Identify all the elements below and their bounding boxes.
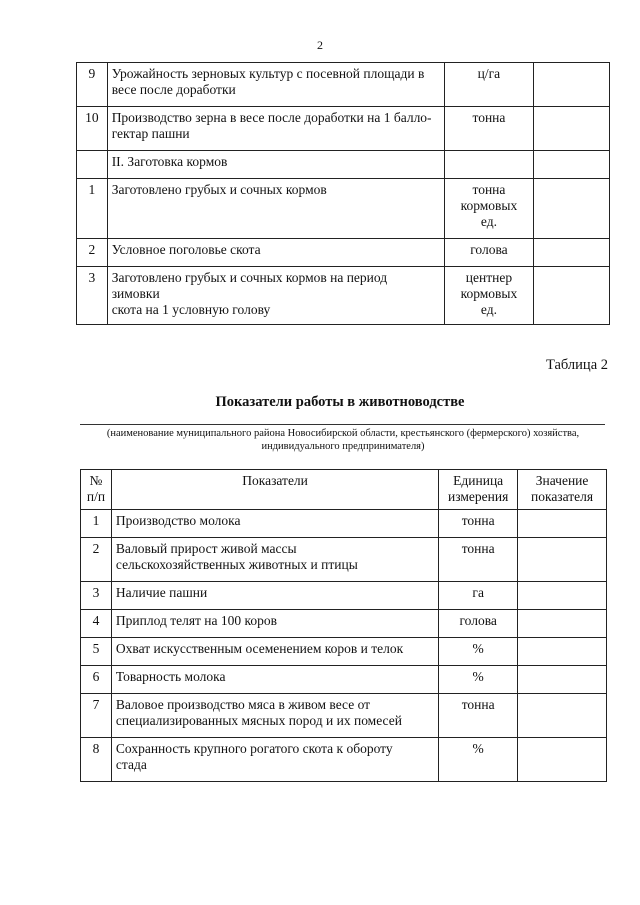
row-number: 8 bbox=[81, 738, 112, 782]
indicator-cell: Товарность молока bbox=[111, 666, 438, 694]
unit-cell: тонна bbox=[439, 694, 518, 738]
table-row bbox=[81, 666, 607, 694]
unit-cell: тонна bbox=[439, 510, 518, 538]
value-cell bbox=[533, 151, 609, 179]
value-cell bbox=[518, 510, 607, 538]
crop-indicators-table bbox=[76, 62, 610, 325]
value-cell bbox=[518, 610, 607, 638]
unit-cell: тонна bbox=[439, 538, 518, 582]
unit-cell: тонна bbox=[445, 107, 533, 151]
table-caption: Таблица 2 bbox=[545, 357, 608, 373]
indicator-cell: Производство зерна в весе после доработки на 1 балло-гектар пашни bbox=[107, 107, 445, 151]
unit-cell bbox=[445, 151, 533, 179]
table-row bbox=[81, 610, 607, 638]
table-row bbox=[81, 582, 607, 610]
value-cell bbox=[518, 694, 607, 738]
header-indicators: Показатели bbox=[111, 470, 438, 510]
value-cell bbox=[533, 107, 609, 151]
header-number: № п/п bbox=[81, 470, 112, 510]
header-value: Значение показателя bbox=[518, 470, 607, 510]
table-title: Показатели работы в животноводстве bbox=[215, 394, 465, 410]
table-row bbox=[81, 694, 607, 738]
table-row bbox=[77, 239, 610, 267]
section-title: II. Заготовка кормов bbox=[107, 151, 445, 179]
row-number: 10 bbox=[77, 107, 108, 151]
section-header-row bbox=[77, 151, 610, 179]
livestock-indicators-table bbox=[80, 469, 607, 782]
fill-in-line bbox=[80, 424, 605, 425]
indicator-cell: Валовое производство мяса в живом весе от специализированных мясных пород и их помесей bbox=[111, 694, 438, 738]
unit-cell: голова bbox=[445, 239, 533, 267]
table-row bbox=[77, 179, 610, 239]
unit-cell: % bbox=[439, 638, 518, 666]
row-number: 2 bbox=[77, 239, 108, 267]
table-row bbox=[81, 738, 607, 782]
indicator-cell: Заготовлено грубых и сочных кормов на период зимовки скота на 1 условную голову bbox=[107, 267, 445, 325]
row-number: 7 bbox=[81, 694, 112, 738]
table-row bbox=[81, 538, 607, 582]
row-number: 1 bbox=[77, 179, 108, 239]
unit-cell: центнер кормовых ед. bbox=[445, 267, 533, 325]
indicator-cell: Валовый прирост живой массы сельскохозяйственных животных и птицы bbox=[111, 538, 438, 582]
value-cell bbox=[518, 738, 607, 782]
table-row bbox=[77, 107, 610, 151]
unit-cell: тонна кормовых ед. bbox=[445, 179, 533, 239]
table-row bbox=[77, 63, 610, 107]
indicator-cell: Охват искусственным осеменением коров и телок bbox=[111, 638, 438, 666]
table-row bbox=[81, 510, 607, 538]
value-cell bbox=[518, 638, 607, 666]
indicator-cell: Урожайность зерновых культур с посевной площади в весе после доработки bbox=[107, 63, 445, 107]
row-number: 4 bbox=[81, 610, 112, 638]
table-row bbox=[81, 638, 607, 666]
row-number: 5 bbox=[81, 638, 112, 666]
value-cell bbox=[533, 63, 609, 107]
row-number bbox=[77, 151, 108, 179]
value-cell bbox=[533, 179, 609, 239]
indicator-cell: Приплод телят на 100 коров bbox=[111, 610, 438, 638]
unit-cell: ц/га bbox=[445, 63, 533, 107]
row-number: 2 bbox=[81, 538, 112, 582]
value-cell bbox=[518, 582, 607, 610]
unit-cell: га bbox=[439, 582, 518, 610]
page-number: 2 bbox=[317, 38, 323, 52]
row-number: 3 bbox=[81, 582, 112, 610]
row-number: 1 bbox=[81, 510, 112, 538]
header-unit: Единица измерения bbox=[439, 470, 518, 510]
row-number: 6 bbox=[81, 666, 112, 694]
value-cell bbox=[518, 666, 607, 694]
indicator-cell: Условное поголовье скота bbox=[107, 239, 445, 267]
row-number: 9 bbox=[77, 63, 108, 107]
value-cell bbox=[533, 267, 609, 325]
indicator-cell: Сохранность крупного рогатого скота к обороту стада bbox=[111, 738, 438, 782]
table-subtitle: (наименование муниципального района Новосибирской области, крестьянского (фермерского) хозяйства, индивидуального предпринимателя) bbox=[106, 428, 580, 452]
value-cell bbox=[518, 538, 607, 582]
header-row bbox=[81, 470, 607, 510]
indicator-cell: Заготовлено грубых и сочных кормов bbox=[107, 179, 445, 239]
indicator-cell: Производство молока bbox=[111, 510, 438, 538]
table-row bbox=[77, 267, 610, 325]
indicator-cell: Наличие пашни bbox=[111, 582, 438, 610]
unit-cell: % bbox=[439, 666, 518, 694]
unit-cell: голова bbox=[439, 610, 518, 638]
value-cell bbox=[533, 239, 609, 267]
row-number: 3 bbox=[77, 267, 108, 325]
unit-cell: % bbox=[439, 738, 518, 782]
